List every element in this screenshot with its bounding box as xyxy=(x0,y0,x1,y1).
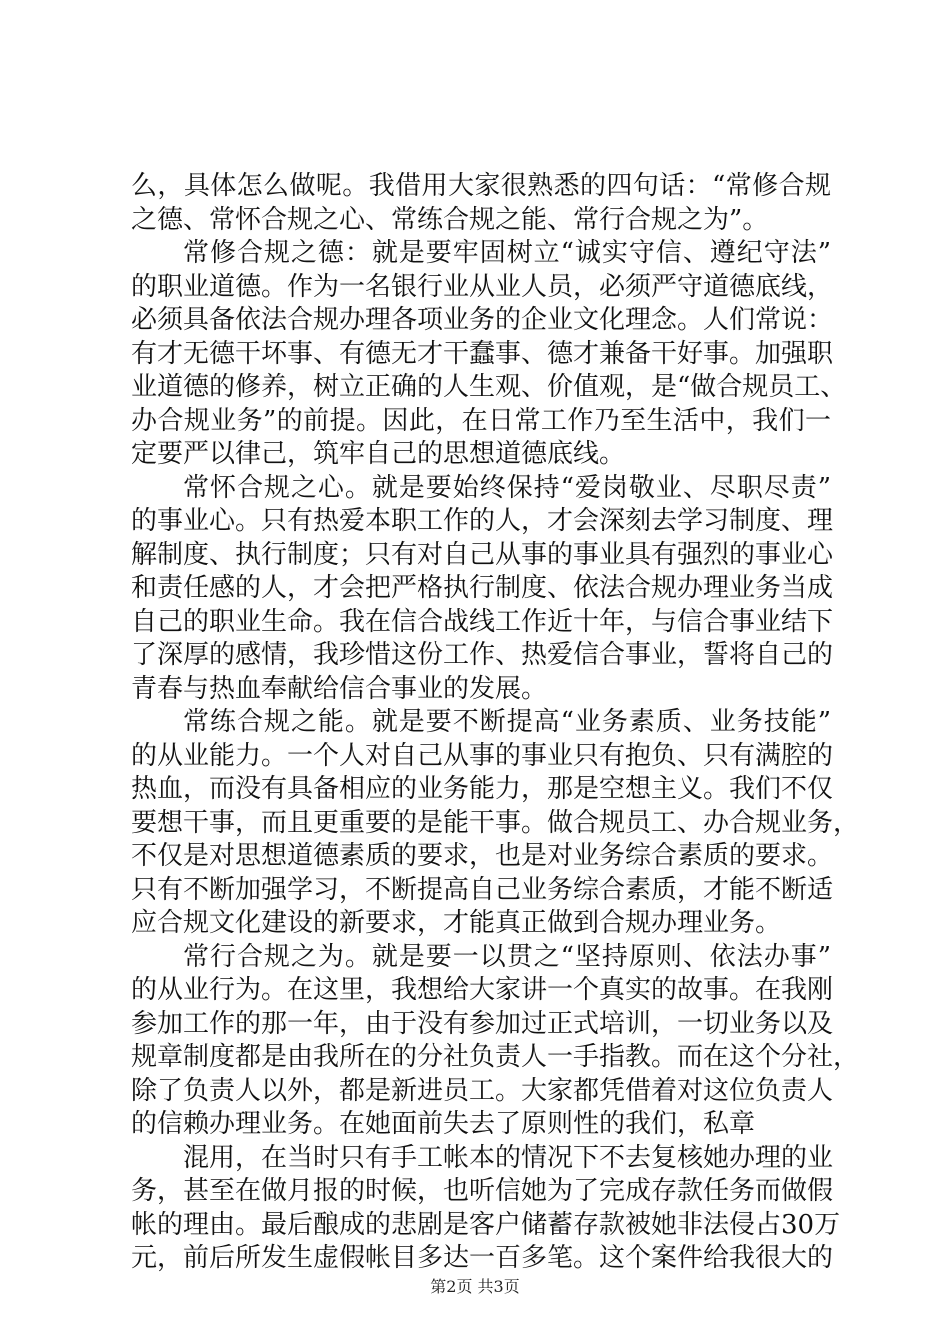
text-line: 和责任感的人，才会把严格执行制度、依法合规办理业务当成 xyxy=(131,573,834,603)
text-line: 业道德的修养，树立正确的人生观、价值观，是“做合规员工、 xyxy=(131,372,847,402)
text-line: 混用，在当时只有手工帐本的情况下不去复核她办理的业 xyxy=(183,1142,834,1173)
text-line: 的从业能力。一个人对自己从事的事业只有抱负、只有满腔的 xyxy=(131,740,834,771)
text-line: 常修合规之德：就是要牢固树立“诚实守信、遵纪守法” xyxy=(183,238,831,268)
text-line: 解制度、执行制度；只有对自己从事的事业具有强烈的事业心 xyxy=(131,539,834,570)
text-line: 的从业行为。在这里，我想给大家讲一个真实的故事。在我刚 xyxy=(131,975,834,1005)
text-line: 热血，而没有具备相应的业务能力，那是空想主义。我们不仅 xyxy=(131,774,834,804)
text-line: 的信赖办理业务。在她面前失去了原则性的我们，私章 xyxy=(131,1109,756,1139)
page-footer: 第2页 共3页 xyxy=(430,1277,520,1296)
text-line: 不仅是对思想道德素质的要求，也是对业务综合素质的要求。 xyxy=(131,841,834,871)
text-line: 常练合规之能。就是要不断提高“业务素质、业务技能” xyxy=(183,707,831,737)
text-line: 了深厚的感情，我珍惜这份工作、热爱信合事业，誓将自己的 xyxy=(131,640,834,670)
text-line: 帐的理由。最后酿成的悲剧是客户储蓄存款被她非法侵占30万 xyxy=(131,1209,841,1240)
text-line: 的事业心。只有热爱本职工作的人，才会深刻去学习制度、理 xyxy=(131,506,834,536)
text-line: 元，前后所发生虚假帐目多达一百多笔。这个案件给我很大的 xyxy=(131,1243,834,1273)
text-line: 除了负责人以外，都是新进员工。大家都凭借着对这位负责人 xyxy=(131,1075,834,1106)
text-line: 定要严以律己，筑牢自己的思想道德底线。 xyxy=(131,439,626,469)
text-line: 参加工作的那一年，由于没有参加过正式培训，一切业务以及 xyxy=(131,1008,834,1039)
text-line: 自己的职业生命。我在信合战线工作近十年，与信合事业结下 xyxy=(131,606,834,637)
document-body xyxy=(131,170,860,1276)
text-line: 之德、常怀合规之心、常练合规之能、常行合规之为”。 xyxy=(131,204,769,235)
text-line: 的职业道德。作为一名银行业从业人员，必须严守道德底线， xyxy=(131,271,834,302)
text-line: 有才无德干坏事、有德无才干蠢事、德才兼备干好事。加强职 xyxy=(131,338,834,369)
text-line: 么，具体怎么做呢。我借用大家很熟悉的四句话：“常修合规 xyxy=(131,171,831,201)
text-line: 必须具备依法合规办理各项业务的企业文化理念。人们常说： xyxy=(131,305,834,335)
text-line: 规章制度都是由我所在的分社负责人一手指教。而在这个分社， xyxy=(131,1042,860,1072)
text-line: 办合规业务”的前提。因此，在日常工作乃至生活中，我们一 xyxy=(131,405,831,436)
text-line: 青春与热血奉献给信合事业的发展。 xyxy=(131,673,548,704)
text-line: 常行合规之为。就是要一以贯之“坚持原则、依法办事” xyxy=(183,941,831,972)
text-line: 常怀合规之心。就是要始终保持“爱岗敬业、尽职尽责” xyxy=(183,472,831,503)
text-line: 务，甚至在做月报的时候，也听信她为了完成存款任务而做假 xyxy=(131,1176,834,1206)
text-line: 应合规文化建设的新要求，才能真正做到合规办理业务。 xyxy=(131,908,782,938)
text-line: 要想干事，而且更重要的是能干事。做合规员工、办合规业务， xyxy=(131,807,860,838)
text-line: 只有不断加强学习，不断提高自己业务综合素质，才能不断适 xyxy=(131,874,834,905)
